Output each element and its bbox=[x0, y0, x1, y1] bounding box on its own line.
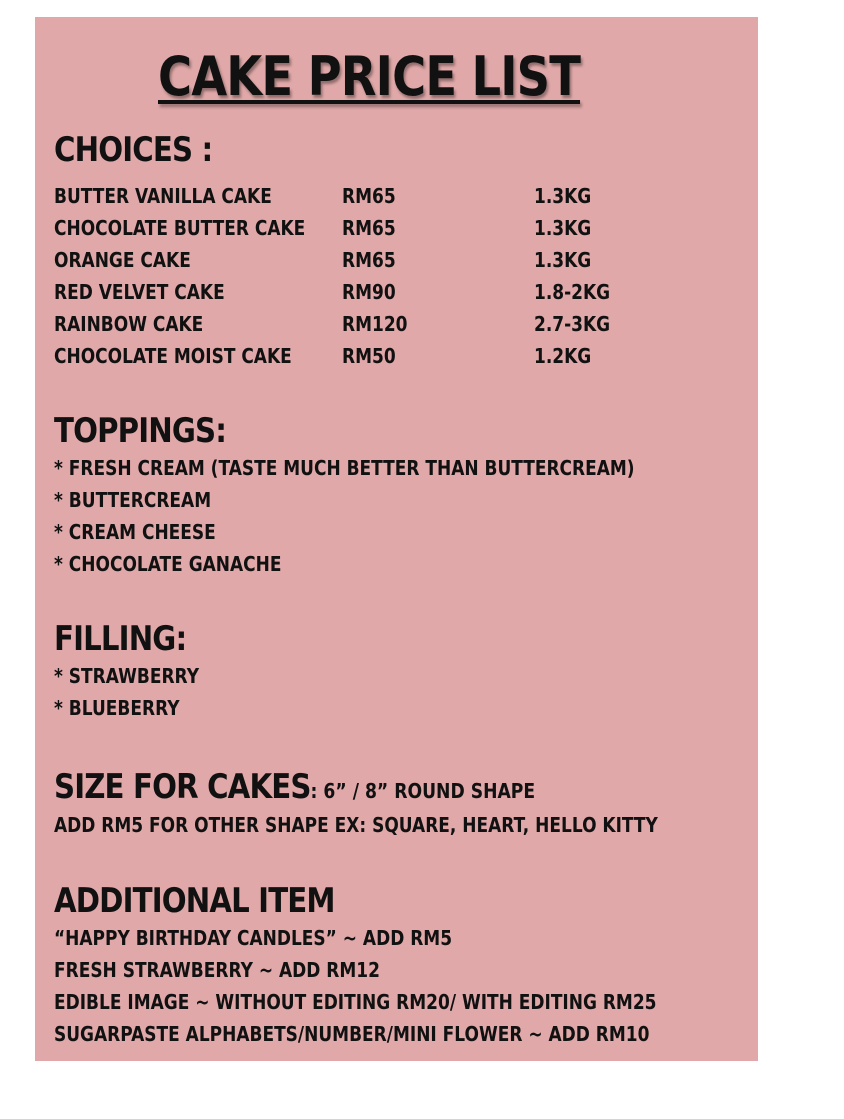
topping-item: * BUTTERCREAM bbox=[54, 488, 212, 512]
choice-row bbox=[54, 245, 714, 275]
size-detail: : 6” / 8” ROUND SHAPE bbox=[310, 779, 536, 803]
topping-item: * FRESH CREAM (TASTE MUCH BETTER THAN BUTTERCREAM) bbox=[54, 456, 635, 480]
cake-price: RM65 bbox=[342, 184, 396, 208]
additional-item: SUGARPASTE ALPHABETS/NUMBER/MINI FLOWER ~ ADD RM10 bbox=[54, 1022, 650, 1046]
size-heading: SIZE FOR CAKES bbox=[54, 767, 311, 807]
topping-item: * CHOCOLATE GANACHE bbox=[54, 552, 282, 576]
page-title: CAKE PRICE LIST bbox=[158, 45, 581, 108]
choice-row bbox=[54, 341, 714, 371]
choice-row bbox=[54, 277, 714, 307]
toppings-heading: TOPPINGS: bbox=[54, 411, 227, 451]
size-note: ADD RM5 FOR OTHER SHAPE EX: SQUARE, HEART, HELLO KITTY bbox=[54, 813, 658, 837]
price-list-card bbox=[35, 17, 758, 1061]
cake-weight: 2.7-3KG bbox=[534, 312, 611, 336]
additional-item: “HAPPY BIRTHDAY CANDLES” ~ ADD RM5 bbox=[54, 926, 453, 950]
topping-item: * CREAM CHEESE bbox=[54, 520, 216, 544]
filling-item: * STRAWBERRY bbox=[54, 664, 200, 688]
cake-price: RM65 bbox=[342, 248, 396, 272]
cake-name: RED VELVET CAKE bbox=[54, 280, 225, 304]
cake-name: RAINBOW CAKE bbox=[54, 312, 204, 336]
cake-weight: 1.3KG bbox=[534, 216, 592, 240]
cake-weight: 1.3KG bbox=[534, 184, 592, 208]
additional-item: EDIBLE IMAGE ~ WITHOUT EDITING RM20/ WITH EDITING RM25 bbox=[54, 990, 657, 1014]
cake-price: RM90 bbox=[342, 280, 396, 304]
size-line bbox=[54, 765, 535, 815]
cake-weight: 1.2KG bbox=[534, 344, 592, 368]
cake-name: ORANGE CAKE bbox=[54, 248, 191, 272]
cake-weight: 1.3KG bbox=[534, 248, 592, 272]
cake-name: BUTTER VANILLA CAKE bbox=[54, 184, 272, 208]
cake-name: CHOCOLATE MOIST CAKE bbox=[54, 344, 292, 368]
choices-heading: CHOICES : bbox=[54, 130, 213, 170]
additional-item: FRESH STRAWBERRY ~ ADD RM12 bbox=[54, 958, 380, 982]
filling-item: * BLUEBERRY bbox=[54, 696, 180, 720]
additional-heading: ADDITIONAL ITEM bbox=[54, 881, 335, 921]
cake-price: RM120 bbox=[342, 312, 408, 336]
choice-row bbox=[54, 309, 714, 339]
filling-heading: FILLING: bbox=[54, 619, 187, 659]
cake-name: CHOCOLATE BUTTER CAKE bbox=[54, 216, 306, 240]
choice-row bbox=[54, 181, 714, 211]
cake-price: RM50 bbox=[342, 344, 396, 368]
choice-row bbox=[54, 213, 714, 243]
cake-weight: 1.8-2KG bbox=[534, 280, 611, 304]
cake-price: RM65 bbox=[342, 216, 396, 240]
